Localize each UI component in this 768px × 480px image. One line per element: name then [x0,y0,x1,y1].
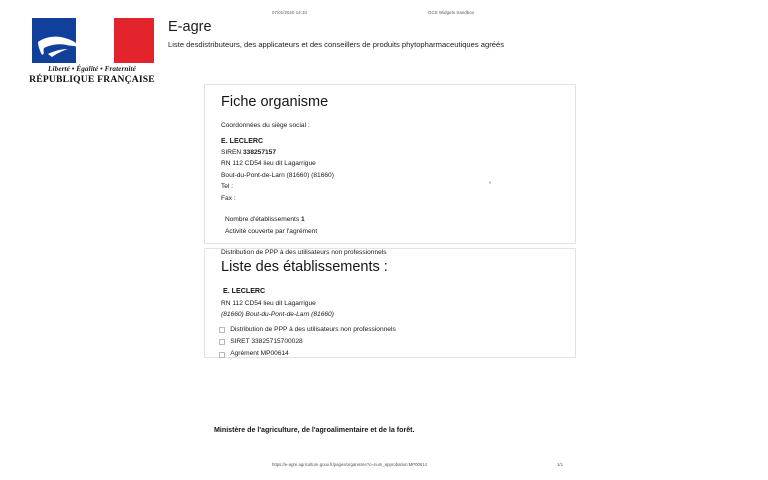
coordinates-label: Coordonnées du siège social : [221,121,310,129]
siren-row [221,147,561,158]
establishment-detail-activity: Distribution de PPP à des utilisateurs non professionnels [230,325,396,333]
establishment-detail-agrement: Agrément MP00614 [230,350,289,358]
marianne-profile-icon [32,18,154,63]
establishment-entry [219,285,561,361]
print-chrome-footer [0,462,768,474]
siren-label: SIREN [221,149,242,157]
establishment-name: E. LECLERC [223,286,266,295]
page-subtitle: Liste desdistributeurs, des applicateurs et des conseillers de produits phytopharmaceutiques agréés [168,39,505,49]
print-app-name: OCS Widgets Sandbox [428,9,475,15]
title-block [168,20,504,49]
establishment-count-row [225,214,561,225]
establishment-count-value: 1 [301,216,305,224]
print-page-number: 1/1 [557,462,563,467]
activity-label: Activité couverte par l'agrément [225,227,318,235]
establishment-address-line1: RN 112 CD54 lieu dit Lagarrigue [221,299,316,307]
print-chrome-header [0,6,768,18]
activity-value: Distribution de PPP à des utilisateurs non professionnels [221,248,387,256]
tel-degree-mark: ° [489,182,492,189]
establishment-count-label: Nombre d'établissements [225,216,300,224]
tel-label: Tel : [221,183,234,191]
establishment-details-list [219,324,561,361]
french-flag-marianne-icon [32,18,154,63]
print-url: https://e-agre.agriculture.gouv.fr/pages/organisme?o=num_approbation:MP00614 [272,462,428,467]
siren-value: 338257157 [243,149,277,157]
page-header [0,18,768,92]
organisme-name: E. LECLERC [221,137,264,146]
etablissements-card [204,248,576,358]
organisme-address-line2: Bout-du-Pont-de-Larn (81660) (81660) [221,171,334,179]
checkbox-icon [219,339,225,345]
logo-motto: Liberté • Égalité • Fraternité [48,65,136,73]
list-item [219,324,561,336]
ministry-footer-text: Ministère de l'agriculture, de l'agroalimentaire et de la forêt. [214,426,415,434]
organisme-address-line1: RN 112 CD54 lieu dit Lagarrigue [221,160,316,168]
etablissements-card-title: Liste des établissements : [221,259,388,275]
establishment-address-line2: (81660) Bout-du-Pont-de-Larn (81660) [221,310,334,318]
tel-row [221,181,561,192]
list-item [219,336,561,348]
organisme-card [204,84,576,256]
organisme-card-title: Fiche organisme [221,94,329,110]
checkbox-icon [219,327,225,333]
checkbox-icon [219,352,225,358]
document-body [204,84,576,358]
establishment-detail-siret: SIRET 33825715700028 [230,338,303,346]
republique-francaise-logo [28,18,160,85]
fax-label: Fax : [221,194,236,202]
page-title: E-agre [168,19,212,35]
list-item [219,348,561,360]
print-date: 07/01/2020 14:34 [272,9,308,15]
logo-republic-label: RÉPUBLIQUE FRANÇAISE [29,74,155,85]
